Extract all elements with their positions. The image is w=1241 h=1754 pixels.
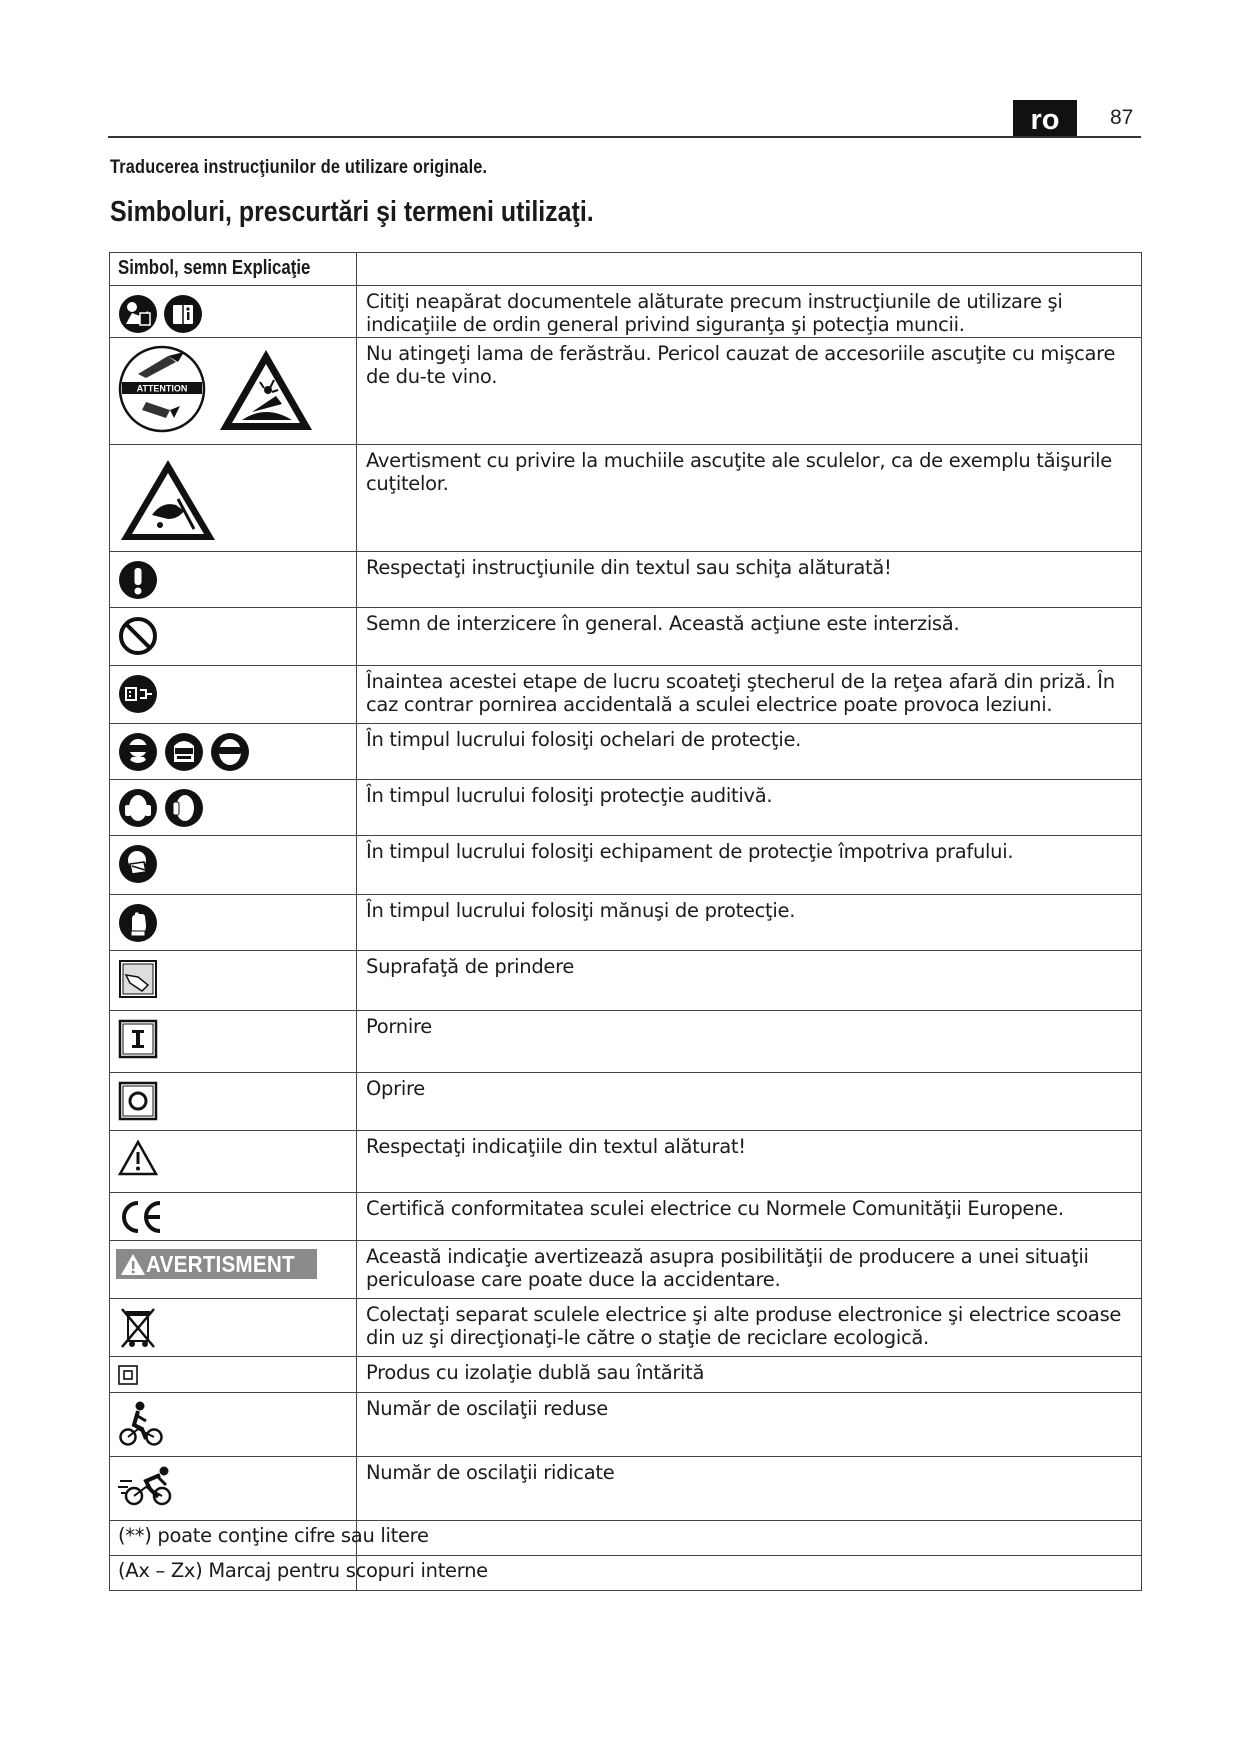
row-explanation: Respectaţi indicaţiile din textul alăturat! xyxy=(357,1131,1142,1193)
cutting-hazard-warning-icon xyxy=(216,344,316,434)
attention-blade-icon xyxy=(118,344,206,434)
ce-mark-icon xyxy=(118,1199,164,1235)
information-icon xyxy=(163,294,203,334)
fast-bike-icon xyxy=(118,1463,178,1507)
row-explanation: Nu atingeţi lama de ferăstrău. Pericol cauzat de accesoriile ascuţite cu mişcare de du-te vino. xyxy=(357,338,1142,445)
row-explanation: Respectaţi instrucţiunile din textul sau schiţa alăturată! xyxy=(357,552,1142,608)
dust-mask-icon xyxy=(118,844,158,884)
table-row xyxy=(110,1011,1142,1073)
gloves-icon xyxy=(118,903,158,943)
footnote-row xyxy=(110,1521,1142,1556)
table-row xyxy=(110,780,1142,836)
row-explanation: În timpul lucrului folosiţi echipament de protecţie împotriva prafului. xyxy=(357,836,1142,895)
footnote-digits-letters: (**) poate conţine cifre sau litere xyxy=(110,1521,357,1556)
slow-bike-icon xyxy=(118,1399,164,1447)
avertisment-text: AVERTISMENT xyxy=(146,1250,295,1277)
warning-triangle-icon xyxy=(120,1253,146,1276)
row-explanation: Număr de oscilaţii reduse xyxy=(357,1393,1142,1457)
table-row xyxy=(110,1457,1142,1521)
face-shield-icon xyxy=(164,732,204,772)
document-subtitle: Traducerea instrucţiunilor de utilizare originale. xyxy=(110,157,488,178)
table-row xyxy=(110,552,1142,608)
warning-triangle-icon xyxy=(118,1139,158,1177)
page-number: 87 xyxy=(1110,106,1134,129)
table-row xyxy=(110,445,1142,552)
table-row xyxy=(110,286,1142,338)
row-explanation: Avertisment cu privire la muchiile ascuţite ale sculelor, ca de exemplu tăişurile cuţitelor. xyxy=(357,445,1142,552)
grip-surface-icon xyxy=(118,959,158,999)
power-off-icon xyxy=(118,1081,158,1121)
table-row xyxy=(110,1131,1142,1193)
row-explanation: În timpul lucrului folosiţi ochelari de protecţie. xyxy=(357,724,1142,780)
sharp-edge-warning-icon xyxy=(118,457,218,543)
language-tab: ro xyxy=(1013,100,1077,137)
table-row xyxy=(110,1357,1142,1393)
table-row xyxy=(110,1241,1142,1299)
goggles-icon xyxy=(118,732,158,772)
ear-protection-icon xyxy=(164,788,204,828)
table-row xyxy=(110,1393,1142,1457)
exclamation-icon xyxy=(118,560,158,600)
symbols-table xyxy=(109,252,1142,1591)
table-row xyxy=(110,1299,1142,1357)
row-explanation: Suprafaţă de prindere xyxy=(357,951,1142,1011)
table-row xyxy=(110,836,1142,895)
row-explanation: Certifică conformitatea sculei electrice cu Normele Comunităţii Europene. xyxy=(357,1193,1142,1241)
table-row xyxy=(110,1073,1142,1131)
weee-bin-icon xyxy=(118,1305,158,1351)
prohibition-icon xyxy=(118,616,158,656)
row-explanation: Pornire xyxy=(357,1011,1142,1073)
table-row xyxy=(110,1193,1142,1241)
row-explanation: Semn de interzicere în general. Această acţiune este interzisă. xyxy=(357,608,1142,666)
row-explanation: În timpul lucrului folosiţi mănuşi de protecţie. xyxy=(357,895,1142,951)
ear-muffs-icon xyxy=(118,788,158,828)
table-header-row xyxy=(110,253,1142,286)
footnote-internal-marking: (Ax – Zx) Marcaj pentru scopuri interne xyxy=(110,1556,357,1591)
table-row xyxy=(110,666,1142,724)
header-rule xyxy=(108,136,1141,138)
svg-text:ATTENTION: ATTENTION xyxy=(136,383,188,394)
table-row xyxy=(110,951,1142,1011)
table-row xyxy=(110,724,1142,780)
read-manual-icon xyxy=(118,294,158,334)
safety-glasses-icon xyxy=(210,732,250,772)
double-insulation-icon xyxy=(118,1365,138,1385)
row-explanation: Oprire xyxy=(357,1073,1142,1131)
table-row xyxy=(110,608,1142,666)
row-explanation: Număr de oscilaţii ridicate xyxy=(357,1457,1142,1521)
footnote-row xyxy=(110,1556,1142,1591)
table-header-empty-cell xyxy=(357,253,1142,286)
page-title: Simboluri, prescurtări şi termeni utilizaţi. xyxy=(110,196,594,228)
avertisment-label xyxy=(116,1249,317,1279)
table-row xyxy=(110,338,1142,445)
row-explanation: Colectaţi separat sculele electrice şi alte produse electronice şi electrice scoase din uz şi direcţionaţi-le către o staţie de reciclare ecologică. xyxy=(357,1299,1142,1357)
table-header-cell: Simbol, semn Explicaţie xyxy=(110,253,357,286)
unplug-icon xyxy=(118,674,158,714)
row-explanation: În timpul lucrului folosiţi protecţie auditivă. xyxy=(357,780,1142,836)
row-explanation: Înaintea acestei etape de lucru scoateţi ştecherul de la reţea afară din priză. În caz contrar pornirea accidentală a sculei electrice poate provoca leziuni. xyxy=(357,666,1142,724)
row-explanation: Citiţi neapărat documentele alăturate precum instrucţiunile de utilizare şi indicaţiile de ordin general privind siguranţa şi potecţia muncii. xyxy=(357,286,1142,338)
table-row xyxy=(110,895,1142,951)
row-explanation: Produs cu izolaţie dublă sau întărită xyxy=(357,1357,1142,1393)
power-on-icon xyxy=(118,1019,158,1059)
row-explanation: Această indicaţie avertizează asupra posibilităţii de producere a unei situaţii periculoase care poate duce la accidentare. xyxy=(357,1241,1142,1299)
